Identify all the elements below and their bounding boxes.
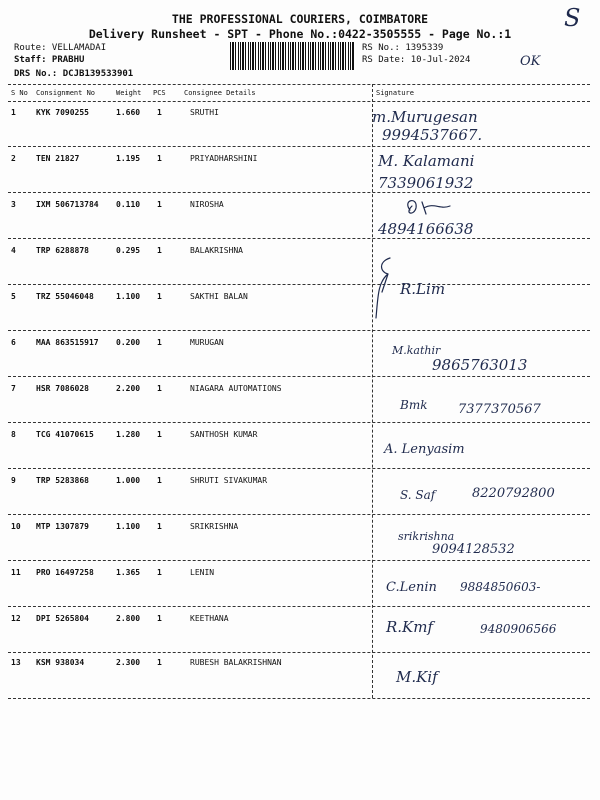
row-pcs: 1	[157, 568, 162, 577]
row-divider	[8, 560, 590, 561]
row-divider	[8, 606, 590, 607]
row-divider	[8, 698, 590, 699]
row-divider	[8, 652, 590, 653]
row-consignee: SAKTHI BALAN	[190, 292, 248, 301]
row-consignment-no: IXM 506713784	[36, 200, 99, 209]
row-pcs: 1	[157, 522, 162, 531]
signature-name: M.Kif	[396, 668, 438, 686]
row-pcs: 1	[157, 476, 162, 485]
row-pcs: 1	[157, 200, 162, 209]
row-weight: 1.000	[116, 476, 141, 485]
row-consignee: KEETHANA	[190, 614, 229, 623]
row-sno: 13	[11, 658, 21, 667]
row-sno: 1	[11, 108, 16, 117]
row-consignee: MURUGAN	[190, 338, 224, 347]
col-header-pcs: PCS	[153, 89, 166, 97]
signature-phone: 9884850603-	[460, 580, 541, 594]
signature-name: R.Lim	[400, 280, 446, 298]
rs-number: RS No.: 1395339	[362, 43, 444, 53]
col-header-consignee: Consignee Details	[184, 89, 256, 97]
signature-name: m.Murugesan	[372, 108, 478, 126]
row-weight: 2.800	[116, 614, 141, 623]
row-pcs: 1	[157, 384, 162, 393]
row-consignment-no: DPI 5265804	[36, 614, 89, 623]
row-consignee: NIAGARA AUTOMATIONS	[190, 384, 282, 393]
signature-phone: 9994537667.	[382, 126, 483, 144]
row-divider	[8, 192, 590, 193]
row-weight: 0.295	[116, 246, 141, 255]
row-consignee: SRUTHI	[190, 108, 219, 117]
row-sno: 3	[11, 200, 16, 209]
row-divider	[8, 238, 590, 239]
signature-phone: 7339061932	[378, 174, 474, 192]
col-header-sno: S No	[11, 89, 28, 97]
row-consignment-no: MAA 863515917	[36, 338, 99, 347]
signature-phone: 7377370567	[458, 402, 541, 417]
row-divider	[8, 376, 590, 377]
row-consignee: RUBESH BALAKRISHNAN	[190, 658, 282, 667]
runsheet-subtitle: Delivery Runsheet - SPT - Phone No.:0422-3505555 - Page No.:1	[88, 27, 512, 41]
signature-name: M.kathir	[392, 344, 441, 357]
row-consignment-no: TRP 5283868	[36, 476, 89, 485]
signature-name: R.Kmf	[386, 618, 434, 636]
col-header-signature: Signature	[376, 89, 414, 97]
row-divider	[8, 422, 590, 423]
row-consignee: SHRUTI SIVAKUMAR	[190, 476, 268, 485]
rs-date: RS Date: 10-Jul-2024	[362, 55, 471, 65]
row-consignment-no: TCG 41070615	[36, 430, 94, 439]
drs-number: DRS No.: DCJB139533901	[14, 69, 134, 79]
row-sno: 8	[11, 430, 16, 439]
row-pcs: 1	[157, 614, 162, 623]
row-sno: 4	[11, 246, 16, 255]
ok-mark: OK	[520, 54, 541, 69]
header-top-rule	[8, 84, 590, 85]
signature-name: M. Kalamani	[378, 152, 475, 170]
signature-name: C.Lenin	[386, 580, 437, 595]
row-consignment-no: TRP 6288878	[36, 246, 89, 255]
signature-phone: 4894166638	[378, 220, 474, 238]
row-pcs: 1	[157, 246, 162, 255]
row-consignee: NIROSHA	[190, 200, 224, 209]
row-weight: 2.200	[116, 384, 141, 393]
row-sno: 10	[11, 522, 21, 531]
row-weight: 1.100	[116, 292, 141, 301]
row-sno: 7	[11, 384, 16, 393]
row-consignment-no: PRO 16497258	[36, 568, 94, 577]
row-consignment-no: KYK 7090255	[36, 108, 89, 117]
row-weight: 1.195	[116, 154, 141, 163]
signature-phone: 8220792800	[472, 486, 555, 501]
signature-name: Bmk	[400, 398, 428, 412]
staff-label: Staff: PRABHU	[14, 55, 85, 65]
header-bottom-rule	[8, 101, 590, 102]
row-sno: 2	[11, 154, 16, 163]
row-divider	[8, 468, 590, 469]
row-consignee: SANTHOSH KUMAR	[190, 430, 258, 439]
row-sno: 5	[11, 292, 16, 301]
signature-phone: 9865763013	[432, 356, 528, 374]
corner-mark: S	[564, 4, 581, 32]
row-consignment-no: TEN 21827	[36, 154, 80, 163]
signature-name: A. Lenyasim	[384, 442, 465, 457]
row-divider	[8, 330, 590, 331]
row-weight: 1.365	[116, 568, 141, 577]
signature-name: S. Saf	[400, 488, 436, 502]
row-pcs: 1	[157, 430, 162, 439]
row-consignee: PRIYADHARSHINI	[190, 154, 258, 163]
row-consignee: LENIN	[190, 568, 215, 577]
route-label: Route: VELLAMADAI	[14, 43, 107, 53]
col-header-consignment: Consignment No	[36, 89, 96, 97]
row-pcs: 1	[157, 658, 162, 667]
row-pcs: 1	[157, 292, 162, 301]
signature-name: srikrishna	[398, 530, 455, 543]
row-weight: 2.300	[116, 658, 141, 667]
row-divider	[8, 146, 590, 147]
company-title: THE PROFESSIONAL COURIERS, COIMBATORE	[171, 12, 429, 26]
row-weight: 0.200	[116, 338, 141, 347]
row-sno: 11	[11, 568, 21, 577]
row-pcs: 1	[157, 154, 162, 163]
row-sno: 6	[11, 338, 16, 347]
row-consignee: BALAKRISHNA	[190, 246, 243, 255]
row-weight: 0.110	[116, 200, 141, 209]
row-weight: 1.660	[116, 108, 141, 117]
row-sno: 12	[11, 614, 21, 623]
row-consignment-no: HSR 7086028	[36, 384, 89, 393]
signature-phone: 9480906566	[480, 622, 557, 636]
row-consignment-no: MTP 1307879	[36, 522, 89, 531]
row-sno: 9	[11, 476, 16, 485]
row-pcs: 1	[157, 108, 162, 117]
row-divider	[8, 514, 590, 515]
signature-phone: 9094128532	[432, 542, 515, 557]
row-consignment-no: TRZ 55046048	[36, 292, 94, 301]
row-weight: 1.100	[116, 522, 141, 531]
col-header-weight: Weight	[116, 89, 142, 97]
row-consignee: SRIKRISHNA	[190, 522, 239, 531]
row-consignment-no: KSM 938034	[36, 658, 85, 667]
row-weight: 1.280	[116, 430, 141, 439]
row-pcs: 1	[157, 338, 162, 347]
barcode-image	[230, 42, 355, 70]
